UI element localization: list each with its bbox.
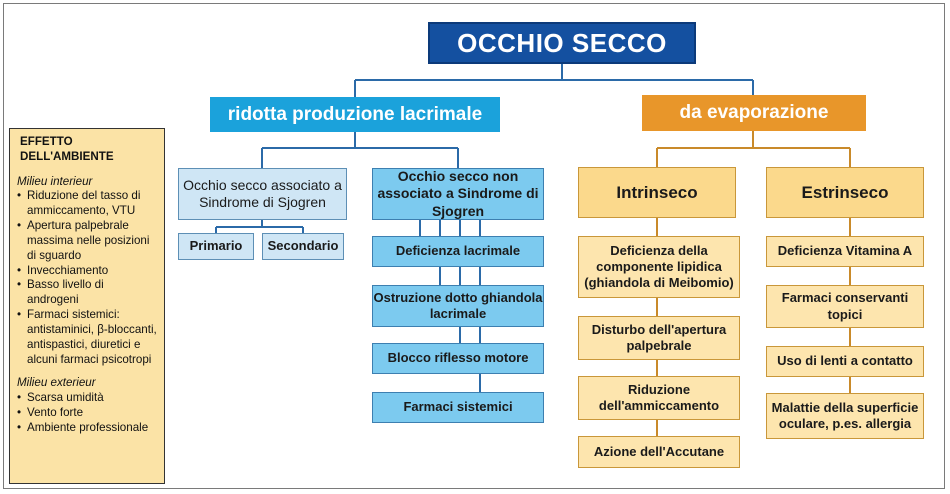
list-item: • Ambiente professionale <box>17 421 158 436</box>
box-sjogren-associated: Occhio secco associato a Sindrome di Sjogren <box>178 168 347 220</box>
milieu-exterieur-list <box>17 391 158 435</box>
environment-effect-panel <box>9 128 165 484</box>
box-primary: Primario <box>178 233 254 260</box>
list-item: • Apertura palpebrale massima nelle posizioni di sguardo <box>17 219 158 263</box>
list-item: • Basso livello di androgeni <box>17 278 158 308</box>
sidebar-title: EFFETTO DELL'AMBIENTE <box>20 135 114 163</box>
list-item: • Farmaci sistemici: antistaminici, β-bloccanti, antispastici, diuretici e alcuni farmaci psicotropi <box>17 308 158 367</box>
list-item: • Vento forte <box>17 406 158 421</box>
box-non-sjogren: Occhio secco non associato a Sindrome di Sjogren <box>372 168 544 220</box>
box-intrinsic: Intrinseco <box>578 167 736 218</box>
box-tear-deficiency: Deficienza lacrimale <box>372 236 544 267</box>
box-lipid-deficiency: Deficienza della componente lipidica (ghiandola di Meibomio) <box>578 236 740 298</box>
box-lacrimal-duct-obstruction: Ostruzione dotto ghiandola lacrimale <box>372 285 544 327</box>
milieu-interieur-list <box>17 189 158 367</box>
box-eyelid-opening-disorder: Disturbo dell'apertura palpebrale <box>578 316 740 360</box>
box-contact-lenses: Uso di lenti a contatto <box>766 346 924 377</box>
category-evaporative: da evaporazione <box>642 95 866 131</box>
box-secondary: Secondario <box>262 233 344 260</box>
list-item: • Riduzione del tasso di ammiccamento, VTU <box>17 189 158 219</box>
box-reduced-blinking: Riduzione dell'ammiccamento <box>578 376 740 420</box>
box-vitamin-a-deficiency: Deficienza Vitamina A <box>766 236 924 267</box>
box-extrinsic: Estrinseco <box>766 167 924 218</box>
box-ocular-surface-disease: Malattie della superficie oculare, p.es. allergia <box>766 393 924 439</box>
diagram-title: OCCHIO SECCO <box>428 22 696 64</box>
box-topical-preservatives: Farmaci conservanti topici <box>766 285 924 328</box>
milieu-exterieur-label: Milieu exterieur <box>17 376 96 390</box>
box-motor-reflex-block: Blocco riflesso motore <box>372 343 544 374</box>
list-item: • Invecchiamento <box>17 264 158 279</box>
milieu-interieur-label: Milieu interieur <box>17 174 93 188</box>
list-item: • Scarsa umidità <box>17 391 158 406</box>
box-accutane-action: Azione dell'Accutane <box>578 436 740 468</box>
box-systemic-drugs: Farmaci sistemici <box>372 392 544 423</box>
category-reduced-tear-production: ridotta produzione lacrimale <box>210 97 500 132</box>
